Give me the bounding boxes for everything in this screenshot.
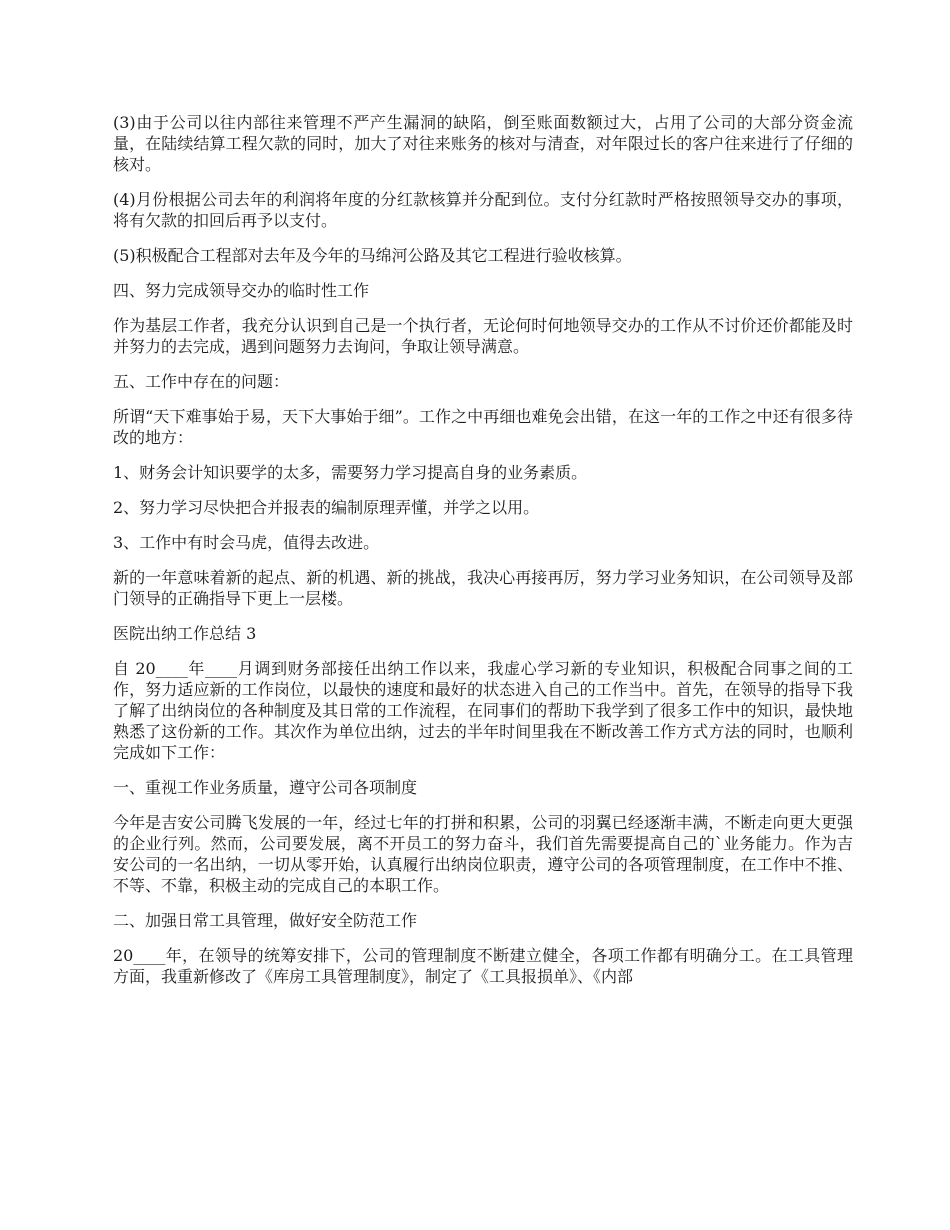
paragraph-problems-intro: 所谓“天下难事始于易，天下大事始于细”。工作之中再细也难免会出错，在这一年的工作之中还有很多待改的地方： [113,407,853,447]
section-heading-tool-management: 二、加强日常工具管理，做好安全防范工作 [113,911,418,930]
paragraph-temporary-work: 作为基层工作者，我充分认识到自己是一个执行者，无论何时何地领导交办的工作从不讨价还价都能及时并努力的去完成，遇到问题努力去询问，争取让领导满意。 [113,316,853,356]
list-item-problem-3: 3、工作中有时会马虎，值得去改进。 [113,533,380,552]
list-item-problem-1: 1、财务会计知识要学的太多，需要努力学习提高自身的业务素质。 [113,463,588,482]
paragraph-dividend: (4)月份根据公司去年的利润将年度的分红款核算并分配到位。支付分红款时严格按照领导交办的事项，将有欠款的扣回后再予以支付。 [113,190,853,230]
paragraph-quality: 今年是吉安公司腾飞发展的一年，经过七年的打拼和积累，公司的羽翼已经逐渐丰满，不断走向更大更强的企业行列。然而，公司要发展，离不开员工的努力奋斗，我们首先需要提高自己的`业务能力。作为吉安公司的一名出纳，一切从零开始，认真履行出纳岗位职责，遵守公司的各项管理制度，在工作中不推、不等、不靠，积极主动的完成自己的本职工作。 [113,813,853,895]
section-heading-problems: 五、工作中存在的问题： [113,372,290,391]
paragraph-receivables-check: (3)由于公司以往内部往来管理不严产生漏洞的缺陷，倒至账面数额过大，占用了公司的大部分资金流量，在陆续结算工程欠款的同时，加大了对往来账务的核对与清查，对年限过长的客户往来进行了仔细的核对。 [113,113,853,174]
list-item-problem-2: 2、努力学习尽快把合并报表的编制原理弄懂，并学之以用。 [113,498,540,517]
section-heading-temporary-work: 四、努力完成领导交办的临时性工作 [113,281,370,300]
paragraph-new-year: 新的一年意味着新的起点、新的机遇、新的挑战，我决心再接再厉，努力学习业务知识，在公司领导及部门领导的正确指导下更上一层楼。 [113,568,853,608]
section-heading-quality: 一、重视工作业务质量，遵守公司各项制度 [113,778,418,797]
paragraph-project-acceptance: (5)积极配合工程部对去年及今年的马绵河公路及其它工程进行验收核算。 [113,246,632,265]
paragraph-intro-cashier: 自 20____年____月调到财务部接任出纳工作以来，我虚心学习新的专业知识，积极配合同事之间的工作，努力适应新的工作岗位，以最快的速度和最好的状态进入自己的工作当中。首先，在领导的指导下我了解了出纳岗位的各种制度及其日常的工作流程，在同事们的帮助下我学到了很多工作中的知识，最快地熟悉了这份新的工作。其次作为单位出纳，过去的半年时间里我在不断改善工作方式方法的同时，也顺利完成如下工作： [113,659,853,762]
document-section-title: 医院出纳工作总结 3 [113,624,257,643]
paragraph-tool-management: 20____年，在领导的统筹安排下，公司的管理制度不断建立健全，各项工作都有明确分工。在工具管理方面，我重新修改了《库房工具管理制度》，制定了《工具报损单》、《内部 [113,946,853,986]
document-body [113,112,853,1001]
